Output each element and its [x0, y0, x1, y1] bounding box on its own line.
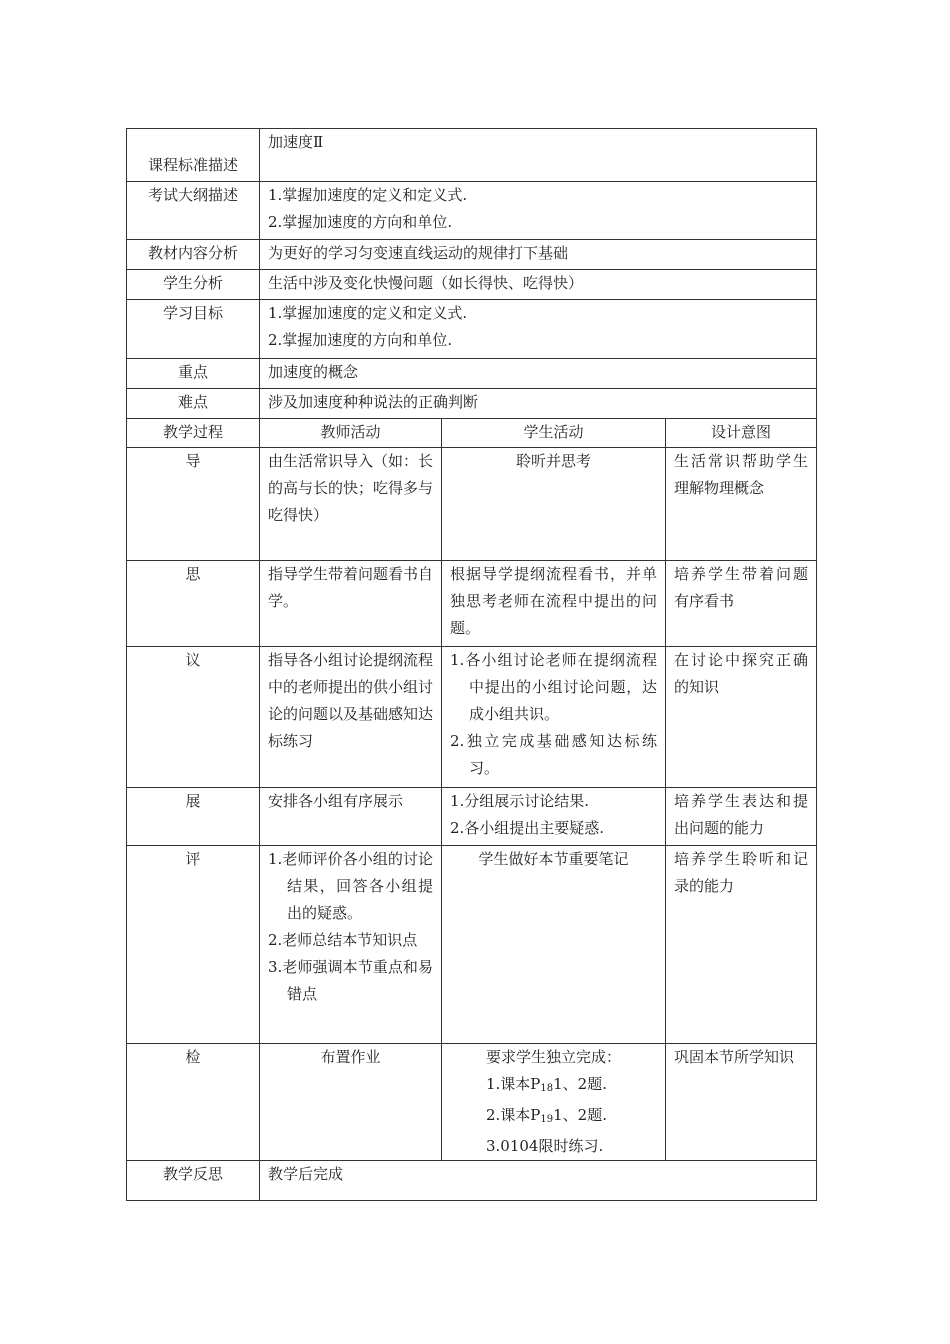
row-standard	[127, 129, 817, 182]
step-row-si	[127, 561, 817, 647]
header-student: 学生活动	[442, 419, 666, 448]
goal-item: 1.掌握加速度的定义和定义式.	[268, 304, 468, 322]
student-item: 2.各小组提出主要疑惑.	[450, 819, 605, 837]
row-reflection	[127, 1161, 817, 1201]
step-row-jian	[127, 1044, 817, 1161]
label-difficult: 难点	[127, 389, 260, 419]
header-step: 教学过程	[127, 419, 260, 448]
value-difficult: 涉及加速度种种说法的正确判断	[260, 389, 817, 419]
step-student	[442, 788, 666, 846]
label-students: 学生分析	[127, 270, 260, 300]
header-teacher: 教师活动	[260, 419, 442, 448]
row-difficult	[127, 389, 817, 419]
student-item: 3.0104限时练习.	[485, 1137, 604, 1155]
value-textbook: 为更好的学习匀变速直线运动的规律打下基础	[260, 240, 817, 270]
teacher-item: 1.老师评价各小组的讨论结果，回答各小组提出的疑惑。	[268, 850, 433, 922]
step-student	[442, 1044, 666, 1161]
step-row-ping	[127, 846, 817, 1044]
step-student: 聆听并思考	[442, 448, 666, 561]
row-outline	[127, 182, 817, 240]
step-teacher	[260, 846, 442, 1044]
value-students: 生活中涉及变化快慢问题（如长得快、吃得快）	[260, 270, 817, 300]
step-name: 议	[127, 647, 260, 788]
step-teacher: 指导各小组讨论提纲流程中的老师提出的供小组讨论的问题以及基础感知达标练习	[260, 647, 442, 788]
label-key: 重点	[127, 359, 260, 389]
teacher-item: 2.老师总结本节知识点	[268, 931, 418, 949]
step-teacher: 由生活常识导入（如：长的高与长的快；吃得多与吃得快）	[260, 448, 442, 561]
step-name: 思	[127, 561, 260, 647]
label-standard: 课程标准描述	[127, 129, 260, 182]
step-student: 学生做好本节重要笔记	[442, 846, 666, 1044]
value-outline	[260, 182, 817, 240]
step-student: 根据导学提纲流程看书，并单独思考老师在流程中提出的问题。	[442, 561, 666, 647]
step-name: 评	[127, 846, 260, 1044]
step-row-yi	[127, 647, 817, 788]
step-name: 导	[127, 448, 260, 561]
step-intent: 培养学生聆听和记录的能力	[666, 846, 817, 1044]
row-textbook	[127, 240, 817, 270]
value-key: 加速度的概念	[260, 359, 817, 389]
label-goals: 学习目标	[127, 300, 260, 359]
process-header-row	[127, 419, 817, 448]
label-reflection: 教学反思	[127, 1161, 260, 1201]
teacher-item: 3.老师强调本节重点和易错点	[268, 958, 433, 1003]
step-row-dao	[127, 448, 817, 561]
lesson-plan-table	[126, 128, 817, 1201]
step-teacher: 安排各小组有序展示	[260, 788, 442, 846]
step-intent: 培养学生带着问题有序看书	[666, 561, 817, 647]
step-student	[442, 647, 666, 788]
student-item: 2.独立完成基础感知达标练习。	[450, 732, 657, 777]
step-intent: 生活常识帮助学生理解物理概念	[666, 448, 817, 561]
step-row-zhan	[127, 788, 817, 846]
label-outline: 考试大纲描述	[127, 182, 260, 240]
student-item: 2.课本$P_{19}1$、2题.	[485, 1106, 607, 1125]
step-name: 展	[127, 788, 260, 846]
goal-item: 2.掌握加速度的方向和单位.	[268, 331, 453, 349]
step-intent: 在讨论中探究正确的知识	[666, 647, 817, 788]
header-intent: 设计意图	[666, 419, 817, 448]
row-students	[127, 270, 817, 300]
step-teacher: 布置作业	[260, 1044, 442, 1161]
step-teacher: 指导学生带着问题看书自学。	[260, 561, 442, 647]
student-item: 1.分组展示讨论结果.	[450, 792, 590, 810]
outline-item: 2.掌握加速度的方向和单位.	[268, 213, 453, 231]
student-item: 1.各小组讨论老师在提纲流程中提出的小组讨论问题，达成小组共识。	[450, 651, 657, 723]
value-standard: 加速度Ⅱ	[260, 129, 817, 182]
step-name: 检	[127, 1044, 260, 1161]
row-key	[127, 359, 817, 389]
value-goals	[260, 300, 817, 359]
row-goals	[127, 300, 817, 359]
step-intent: 培养学生表达和提出问题的能力	[666, 788, 817, 846]
student-intro: 要求学生独立完成：	[485, 1048, 621, 1066]
student-item: 1.课本$P_{18}1$、2题.	[485, 1075, 607, 1094]
value-reflection: 教学后完成	[260, 1161, 817, 1201]
label-textbook: 教材内容分析	[127, 240, 260, 270]
step-intent: 巩固本节所学知识	[666, 1044, 817, 1161]
outline-item: 1.掌握加速度的定义和定义式.	[268, 186, 468, 204]
